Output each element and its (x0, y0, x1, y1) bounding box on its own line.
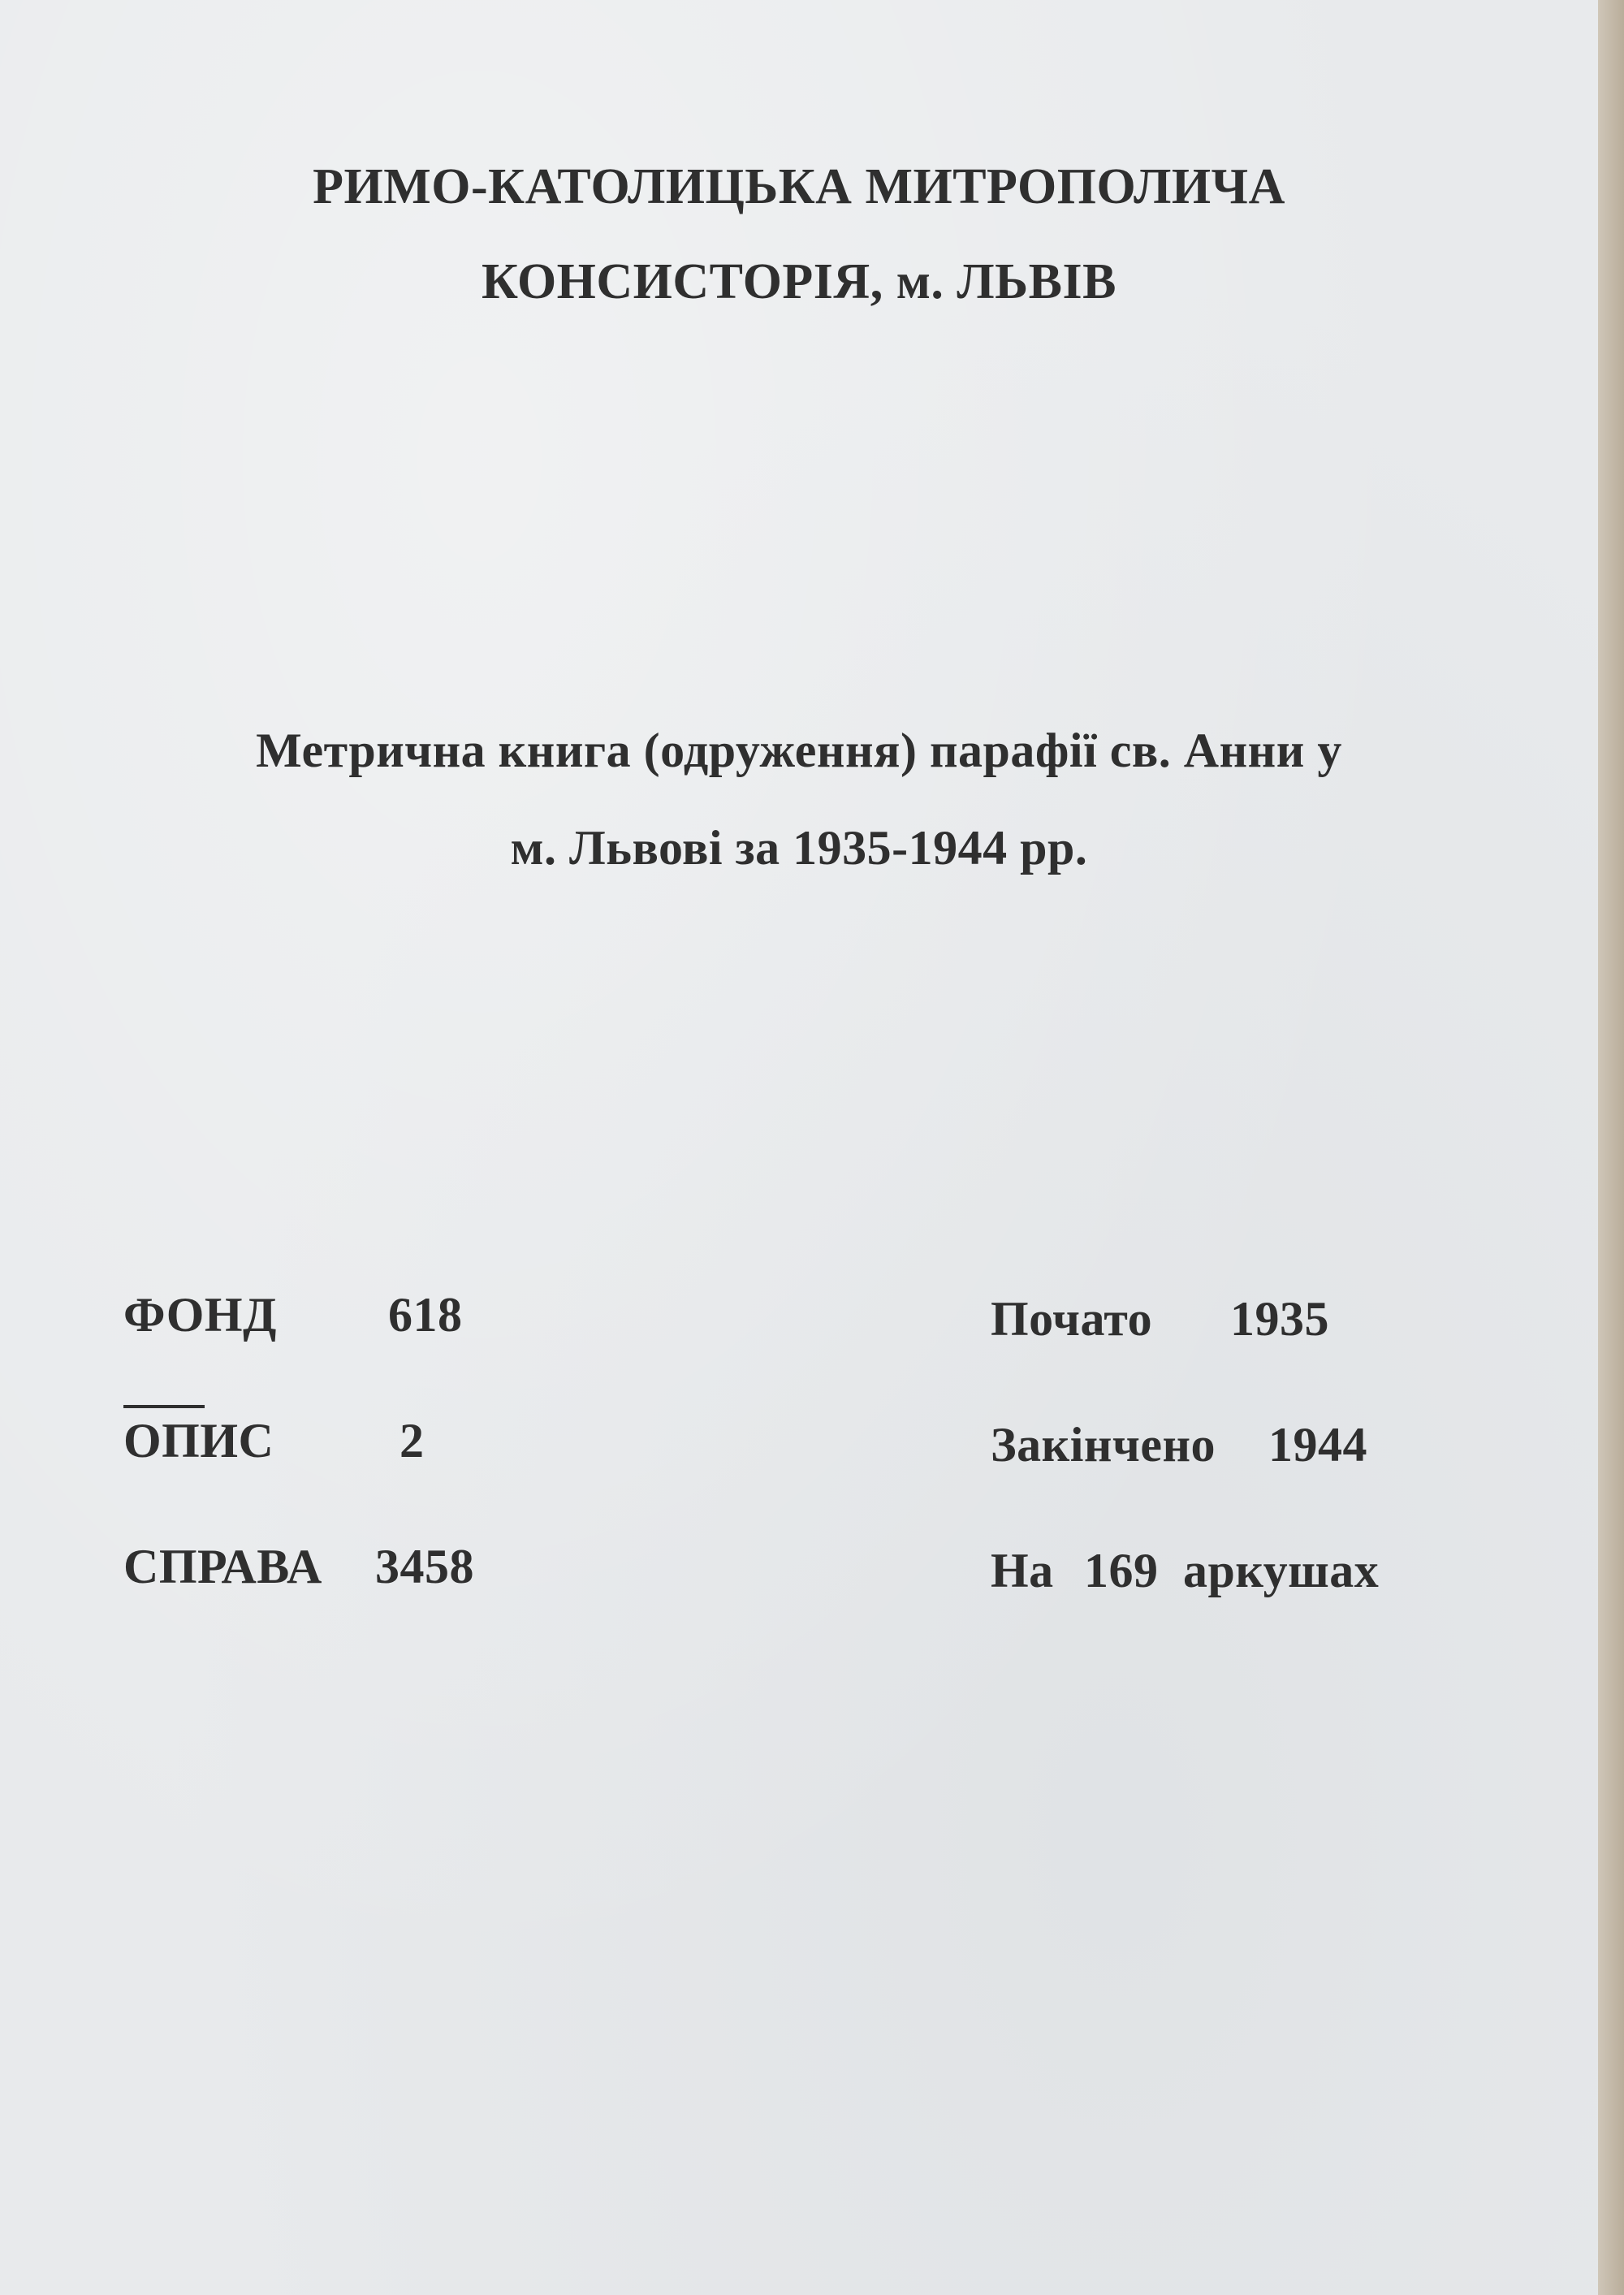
zakincheno-label: Закінчено (991, 1418, 1216, 1472)
fond-label: ФОНД (123, 1288, 277, 1342)
header-line-2: КОНСИСТОРІЯ, м. ЛЬВІВ (482, 254, 1116, 309)
pochato-label: Почато (991, 1292, 1153, 1346)
sprava-label: СПРАВА (123, 1540, 322, 1593)
opys-overline (123, 1405, 205, 1408)
header-line-1: РИМО-КАТОЛИЦЬКА МИТРОПОЛИЧА (313, 159, 1285, 214)
fond-value: 618 (388, 1288, 463, 1342)
zakincheno-value: 1944 (1268, 1418, 1367, 1472)
paper-edge (1598, 0, 1624, 2295)
opys-value: 2 (400, 1414, 425, 1467)
opys-label: ОПИС (123, 1414, 274, 1467)
sheets-suffix: аркушах (1183, 1544, 1380, 1597)
sheets-label: На (991, 1544, 1054, 1597)
pochato-value: 1935 (1230, 1292, 1329, 1346)
title-line-1: Метрична книга (одруження) парафії св. Анни у (256, 724, 1342, 777)
sprava-value: 3458 (375, 1540, 474, 1593)
title-line-2: м. Львові за 1935-1944 рр. (510, 821, 1088, 875)
sheets-value: 169 (1084, 1544, 1159, 1597)
